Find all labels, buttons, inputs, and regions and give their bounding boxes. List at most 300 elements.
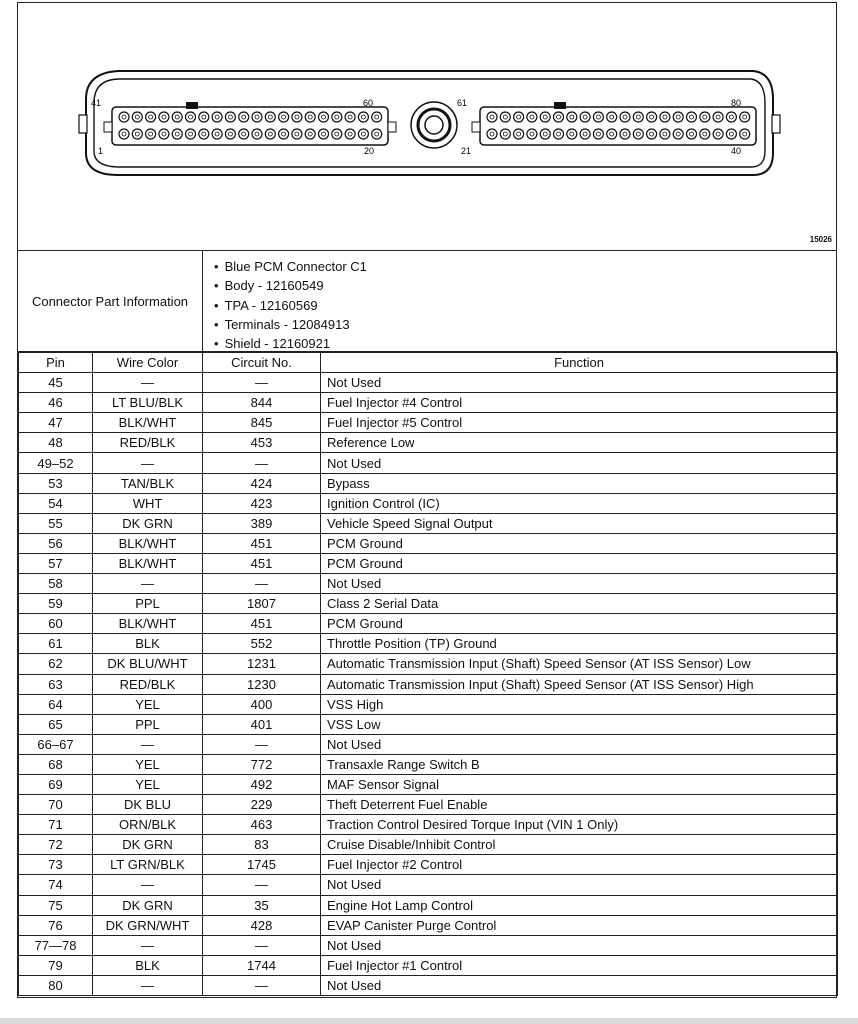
pin-hole: [633, 129, 643, 139]
wire-color-cell: BLK/WHT: [93, 413, 203, 433]
pin-cell: 66–67: [19, 734, 93, 754]
pin-hole-inner: [703, 132, 707, 136]
pin-hole-inner: [255, 115, 259, 119]
pin-hole-inner: [530, 132, 534, 136]
circuit-no-cell: 389: [203, 513, 321, 533]
table-row: [19, 594, 838, 614]
pin-hole: [172, 112, 182, 122]
pin-hole-inner: [716, 132, 720, 136]
pin-hole: [225, 112, 235, 122]
function-cell: Reference Low: [321, 433, 838, 453]
pin-cell: 48: [19, 433, 93, 453]
pin-hole-inner: [189, 115, 193, 119]
table-row: [19, 453, 838, 473]
pin-hole-inner: [743, 132, 747, 136]
function-cell: Automatic Transmission Input (Shaft) Speed Sensor (AT ISS Sensor) Low: [321, 654, 838, 674]
right-latch: [772, 115, 780, 133]
pin-hole-inner: [543, 115, 547, 119]
pin-cell: 75: [19, 895, 93, 915]
figure-number: 15026: [809, 235, 832, 244]
pin-hole: [265, 129, 275, 139]
table-row: [19, 795, 838, 815]
pinout-table: [18, 352, 838, 996]
pin-hole: [212, 129, 222, 139]
pin-hole-inner: [583, 115, 587, 119]
circuit-no-cell: 492: [203, 774, 321, 794]
pin-hole: [159, 129, 169, 139]
pin-hole: [514, 112, 524, 122]
table-row: [19, 855, 838, 875]
function-cell: Ignition Control (IC): [321, 493, 838, 513]
wire-color-cell: PPL: [93, 594, 203, 614]
pin-hole: [239, 112, 249, 122]
pin-hole: [292, 129, 302, 139]
pin-cell: 64: [19, 694, 93, 714]
function-cell: Engine Hot Lamp Control: [321, 895, 838, 915]
function-cell: Not Used: [321, 574, 838, 594]
pin-hole-inner: [610, 115, 614, 119]
table-row: [19, 473, 838, 493]
connector-housing-inner: [94, 79, 765, 167]
header-circuit-no: Circuit No.: [203, 353, 321, 373]
circuit-no-cell: 552: [203, 634, 321, 654]
pin-hole-inner: [703, 115, 707, 119]
pin-hole: [660, 129, 670, 139]
pin-hole-inner: [202, 115, 206, 119]
pin-hole-inner: [295, 115, 299, 119]
pin-hole: [252, 112, 262, 122]
table-row: [19, 955, 838, 975]
pin-hole-inner: [663, 132, 667, 136]
pin-hole: [726, 129, 736, 139]
wire-color-cell: BLK/WHT: [93, 553, 203, 573]
circuit-no-cell: —: [203, 574, 321, 594]
pin-cell: 74: [19, 875, 93, 895]
wire-color-cell: LT GRN/BLK: [93, 855, 203, 875]
table-row: [19, 935, 838, 955]
table-row: [19, 714, 838, 734]
pin-hole-inner: [162, 132, 166, 136]
connector-housing: [86, 71, 773, 175]
wire-color-cell: DK GRN/WHT: [93, 915, 203, 935]
function-cell: EVAP Canister Purge Control: [321, 915, 838, 935]
wire-color-cell: DK GRN: [93, 895, 203, 915]
pin-hole: [305, 129, 315, 139]
function-cell: Not Used: [321, 453, 838, 473]
pin-hole-inner: [228, 132, 232, 136]
pin-hole: [132, 112, 142, 122]
pin-hole: [527, 129, 537, 139]
table-row: [19, 533, 838, 553]
pin-cell: 58: [19, 574, 93, 594]
function-cell: PCM Ground: [321, 553, 838, 573]
pin-hole-inner: [242, 115, 246, 119]
wire-color-cell: —: [93, 734, 203, 754]
pin-hole: [358, 112, 368, 122]
circuit-no-cell: 424: [203, 473, 321, 493]
pin-hole: [740, 112, 750, 122]
pin-hole-inner: [650, 115, 654, 119]
function-cell: Cruise Disable/Inhibit Control: [321, 835, 838, 855]
pin-hole-inner: [348, 132, 352, 136]
function-cell: Fuel Injector #4 Control: [321, 393, 838, 413]
circuit-no-cell: 400: [203, 694, 321, 714]
pin-hole: [186, 112, 196, 122]
pin-hole-inner: [228, 115, 232, 119]
pin-hole: [252, 129, 262, 139]
pin-hole-inner: [557, 132, 561, 136]
pin-hole-inner: [517, 115, 521, 119]
wire-color-cell: BLK: [93, 634, 203, 654]
pin-hole-inner: [517, 132, 521, 136]
wire-color-cell: —: [93, 574, 203, 594]
pin-hole: [212, 112, 222, 122]
connector-part-info-list: [214, 257, 367, 353]
pin-hole-inner: [189, 132, 193, 136]
pin-hole-inner: [295, 132, 299, 136]
pin-hole: [607, 112, 617, 122]
function-cell: Fuel Injector #2 Control: [321, 855, 838, 875]
wire-color-cell: WHT: [93, 493, 203, 513]
pin-cell: 80: [19, 975, 93, 995]
pin-hole-inner: [335, 132, 339, 136]
header-pin: Pin: [19, 353, 93, 373]
circuit-no-cell: —: [203, 453, 321, 473]
pin-hole-inner: [530, 115, 534, 119]
pin-hole-inner: [503, 115, 507, 119]
pin-hole-inner: [676, 115, 680, 119]
table-row: [19, 815, 838, 835]
pin-hole-inner: [729, 115, 733, 119]
pin-hole: [660, 112, 670, 122]
pin-hole: [607, 129, 617, 139]
wire-color-cell: DK GRN: [93, 513, 203, 533]
wire-color-cell: BLK/WHT: [93, 614, 203, 634]
pin-cell: 72: [19, 835, 93, 855]
pin-hole-inner: [282, 115, 286, 119]
function-cell: Fuel Injector #1 Control: [321, 955, 838, 975]
table-row: [19, 915, 838, 935]
pin-hole: [593, 112, 603, 122]
pin-hole-inner: [175, 132, 179, 136]
function-cell: Not Used: [321, 975, 838, 995]
function-cell: Not Used: [321, 734, 838, 754]
table-row: [19, 694, 838, 714]
pin-hole: [199, 112, 209, 122]
table-row: [19, 674, 838, 694]
pin-cell: 70: [19, 795, 93, 815]
pin-hole-inner: [149, 132, 153, 136]
pin-hole: [332, 129, 342, 139]
circuit-no-cell: 229: [203, 795, 321, 815]
function-cell: Not Used: [321, 935, 838, 955]
pin-hole: [713, 112, 723, 122]
function-cell: Automatic Transmission Input (Shaft) Speed Sensor (AT ISS Sensor) High: [321, 674, 838, 694]
wire-color-cell: —: [93, 453, 203, 473]
wire-color-cell: BLK/WHT: [93, 533, 203, 553]
pin-hole: [580, 112, 590, 122]
left-key-tab: [104, 122, 112, 132]
pin-hole: [726, 112, 736, 122]
pin-hole: [740, 129, 750, 139]
circuit-no-cell: 428: [203, 915, 321, 935]
right-polarity-mark: [554, 102, 566, 109]
connector-diagram: [18, 3, 836, 251]
pin-hole: [700, 112, 710, 122]
circuit-no-cell: 845: [203, 413, 321, 433]
pin-hole-inner: [570, 132, 574, 136]
connector-part-info-item: • Shield - 12160921: [214, 334, 367, 353]
pin-hole-inner: [596, 132, 600, 136]
pin-hole: [265, 112, 275, 122]
circuit-no-cell: 423: [203, 493, 321, 513]
wire-color-cell: TAN/BLK: [93, 473, 203, 493]
pin-hole: [487, 129, 497, 139]
pin-hole-inner: [716, 115, 720, 119]
pin-hole: [372, 129, 382, 139]
wire-color-cell: RED/BLK: [93, 433, 203, 453]
pin-hole: [199, 129, 209, 139]
circuit-no-cell: —: [203, 373, 321, 393]
circuit-no-cell: 83: [203, 835, 321, 855]
circuit-no-cell: 453: [203, 433, 321, 453]
table-row: [19, 835, 838, 855]
table-row: [19, 975, 838, 995]
pin-hole: [225, 129, 235, 139]
pin-hole-inner: [308, 132, 312, 136]
pin-hole: [593, 129, 603, 139]
pin-hole: [687, 129, 697, 139]
wire-color-cell: —: [93, 373, 203, 393]
pin-hole-inner: [215, 132, 219, 136]
pin-label-21: 21: [461, 146, 472, 156]
pin-label-60: 60: [363, 98, 374, 108]
pin-label-80: 80: [731, 98, 742, 108]
pin-cell: 47: [19, 413, 93, 433]
pin-hole-inner: [543, 132, 547, 136]
pin-hole: [700, 129, 710, 139]
pin-hole: [279, 129, 289, 139]
pin-cell: 49–52: [19, 453, 93, 473]
pin-hole-inner: [596, 115, 600, 119]
table-row: [19, 574, 838, 594]
pin-hole-inner: [322, 132, 326, 136]
pin-hole: [500, 129, 510, 139]
pin-cell: 79: [19, 955, 93, 975]
pin-label-40: 40: [731, 146, 742, 156]
pin-hole: [487, 112, 497, 122]
pin-label-61: 61: [457, 98, 468, 108]
pin-hole-inner: [322, 115, 326, 119]
pin-label-1: 1: [98, 146, 104, 156]
function-cell: Transaxle Range Switch B: [321, 754, 838, 774]
pin-cell: 57: [19, 553, 93, 573]
connector-part-info-item: • TPA - 12160569: [214, 296, 367, 315]
pin-cell: 55: [19, 513, 93, 533]
function-cell: Not Used: [321, 875, 838, 895]
left-polarity-mark: [186, 102, 198, 109]
pin-hole: [687, 112, 697, 122]
pin-cell: 54: [19, 493, 93, 513]
connector-drawing: [18, 3, 836, 249]
pin-hole: [119, 112, 129, 122]
pin-cell: 60: [19, 614, 93, 634]
circuit-no-cell: 1744: [203, 955, 321, 975]
pin-hole: [292, 112, 302, 122]
circuit-no-cell: 451: [203, 614, 321, 634]
table-row: [19, 654, 838, 674]
wire-color-cell: YEL: [93, 754, 203, 774]
pin-hole-inner: [242, 132, 246, 136]
pin-hole: [540, 129, 550, 139]
pin-hole-inner: [676, 132, 680, 136]
wire-color-cell: DK BLU: [93, 795, 203, 815]
pin-cell: 59: [19, 594, 93, 614]
wire-color-cell: RED/BLK: [93, 674, 203, 694]
table-row: [19, 433, 838, 453]
pin-hole-inner: [255, 132, 259, 136]
wire-color-cell: YEL: [93, 694, 203, 714]
center-bolt-inner: [425, 116, 443, 134]
pin-hole-inner: [610, 132, 614, 136]
table-row: [19, 895, 838, 915]
wire-color-cell: DK BLU/WHT: [93, 654, 203, 674]
pin-cell: 71: [19, 815, 93, 835]
circuit-no-cell: 451: [203, 533, 321, 553]
pin-label-20: 20: [364, 146, 375, 156]
pin-hole: [554, 112, 564, 122]
pin-hole: [514, 129, 524, 139]
circuit-no-cell: —: [203, 734, 321, 754]
pin-hole-inner: [335, 115, 339, 119]
pin-hole-inner: [175, 115, 179, 119]
pin-hole-inner: [268, 115, 272, 119]
circuit-no-cell: 1807: [203, 594, 321, 614]
table-row: [19, 493, 838, 513]
pin-hole-inner: [375, 115, 379, 119]
pin-hole: [633, 112, 643, 122]
pin-hole: [132, 129, 142, 139]
pin-hole-inner: [570, 115, 574, 119]
pin-hole-inner: [650, 132, 654, 136]
pin-hole: [500, 112, 510, 122]
table-row: [19, 513, 838, 533]
pin-hole-inner: [122, 132, 126, 136]
pin-hole-inner: [268, 132, 272, 136]
function-cell: VSS Low: [321, 714, 838, 734]
pin-hole-inner: [348, 115, 352, 119]
pin-hole: [673, 129, 683, 139]
pin-hole: [713, 129, 723, 139]
pin-hole-inner: [282, 132, 286, 136]
pin-hole: [567, 129, 577, 139]
wire-color-cell: —: [93, 875, 203, 895]
pin-cell: 65: [19, 714, 93, 734]
wire-color-cell: LT BLU/BLK: [93, 393, 203, 413]
pinout-header-row: [19, 353, 838, 373]
pin-cell: 77—78: [19, 935, 93, 955]
pin-hole-inner: [122, 115, 126, 119]
table-row: [19, 754, 838, 774]
pin-hole: [146, 112, 156, 122]
connector-part-info-item: • Terminals - 12084913: [214, 315, 367, 334]
circuit-no-cell: —: [203, 975, 321, 995]
table-row: [19, 373, 838, 393]
circuit-no-cell: —: [203, 935, 321, 955]
pin-hole-inner: [361, 115, 365, 119]
connector-part-info-label: Connector Part Information: [18, 251, 203, 351]
pin-hole-inner: [490, 115, 494, 119]
pin-cell: 56: [19, 533, 93, 553]
wire-color-cell: —: [93, 935, 203, 955]
wire-color-cell: ORN/BLK: [93, 815, 203, 835]
pin-hole: [172, 129, 182, 139]
pin-hole: [332, 112, 342, 122]
pin-label-41: 41: [91, 98, 102, 108]
function-cell: Throttle Position (TP) Ground: [321, 634, 838, 654]
pin-hole: [372, 112, 382, 122]
pin-hole: [159, 112, 169, 122]
pin-cell: 46: [19, 393, 93, 413]
pin-hole-inner: [729, 132, 733, 136]
pin-hole: [239, 129, 249, 139]
pin-hole: [345, 112, 355, 122]
pin-hole-inner: [375, 132, 379, 136]
left-latch: [79, 115, 87, 133]
pin-hole-inner: [503, 132, 507, 136]
connector-part-info: [18, 251, 836, 352]
pin-cell: 62: [19, 654, 93, 674]
circuit-no-cell: 35: [203, 895, 321, 915]
table-row: [19, 413, 838, 433]
pin-hole-inner: [162, 115, 166, 119]
header-wire-color: Wire Color: [93, 353, 203, 373]
function-cell: Not Used: [321, 373, 838, 393]
pin-hole-inner: [308, 115, 312, 119]
pin-cell: 69: [19, 774, 93, 794]
pin-hole-inner: [361, 132, 365, 136]
pin-hole: [620, 129, 630, 139]
pin-hole-inner: [636, 115, 640, 119]
pin-cell: 76: [19, 915, 93, 935]
wire-color-cell: PPL: [93, 714, 203, 734]
pin-cell: 45: [19, 373, 93, 393]
function-cell: MAF Sensor Signal: [321, 774, 838, 794]
pin-hole: [186, 129, 196, 139]
function-cell: Vehicle Speed Signal Output: [321, 513, 838, 533]
function-cell: Fuel Injector #5 Control: [321, 413, 838, 433]
pin-hole: [319, 129, 329, 139]
circuit-no-cell: 401: [203, 714, 321, 734]
wire-color-cell: BLK: [93, 955, 203, 975]
circuit-no-cell: 1745: [203, 855, 321, 875]
function-cell: PCM Ground: [321, 614, 838, 634]
function-cell: Bypass: [321, 473, 838, 493]
left-key-tab-2: [388, 122, 396, 132]
function-cell: PCM Ground: [321, 533, 838, 553]
wire-color-cell: —: [93, 975, 203, 995]
pin-hole: [620, 112, 630, 122]
table-row: [19, 393, 838, 413]
table-row: [19, 875, 838, 895]
circuit-no-cell: 1231: [203, 654, 321, 674]
pin-hole: [146, 129, 156, 139]
pin-hole: [647, 129, 657, 139]
pin-hole-inner: [636, 132, 640, 136]
pin-hole-inner: [557, 115, 561, 119]
pin-cell: 73: [19, 855, 93, 875]
pin-hole: [540, 112, 550, 122]
